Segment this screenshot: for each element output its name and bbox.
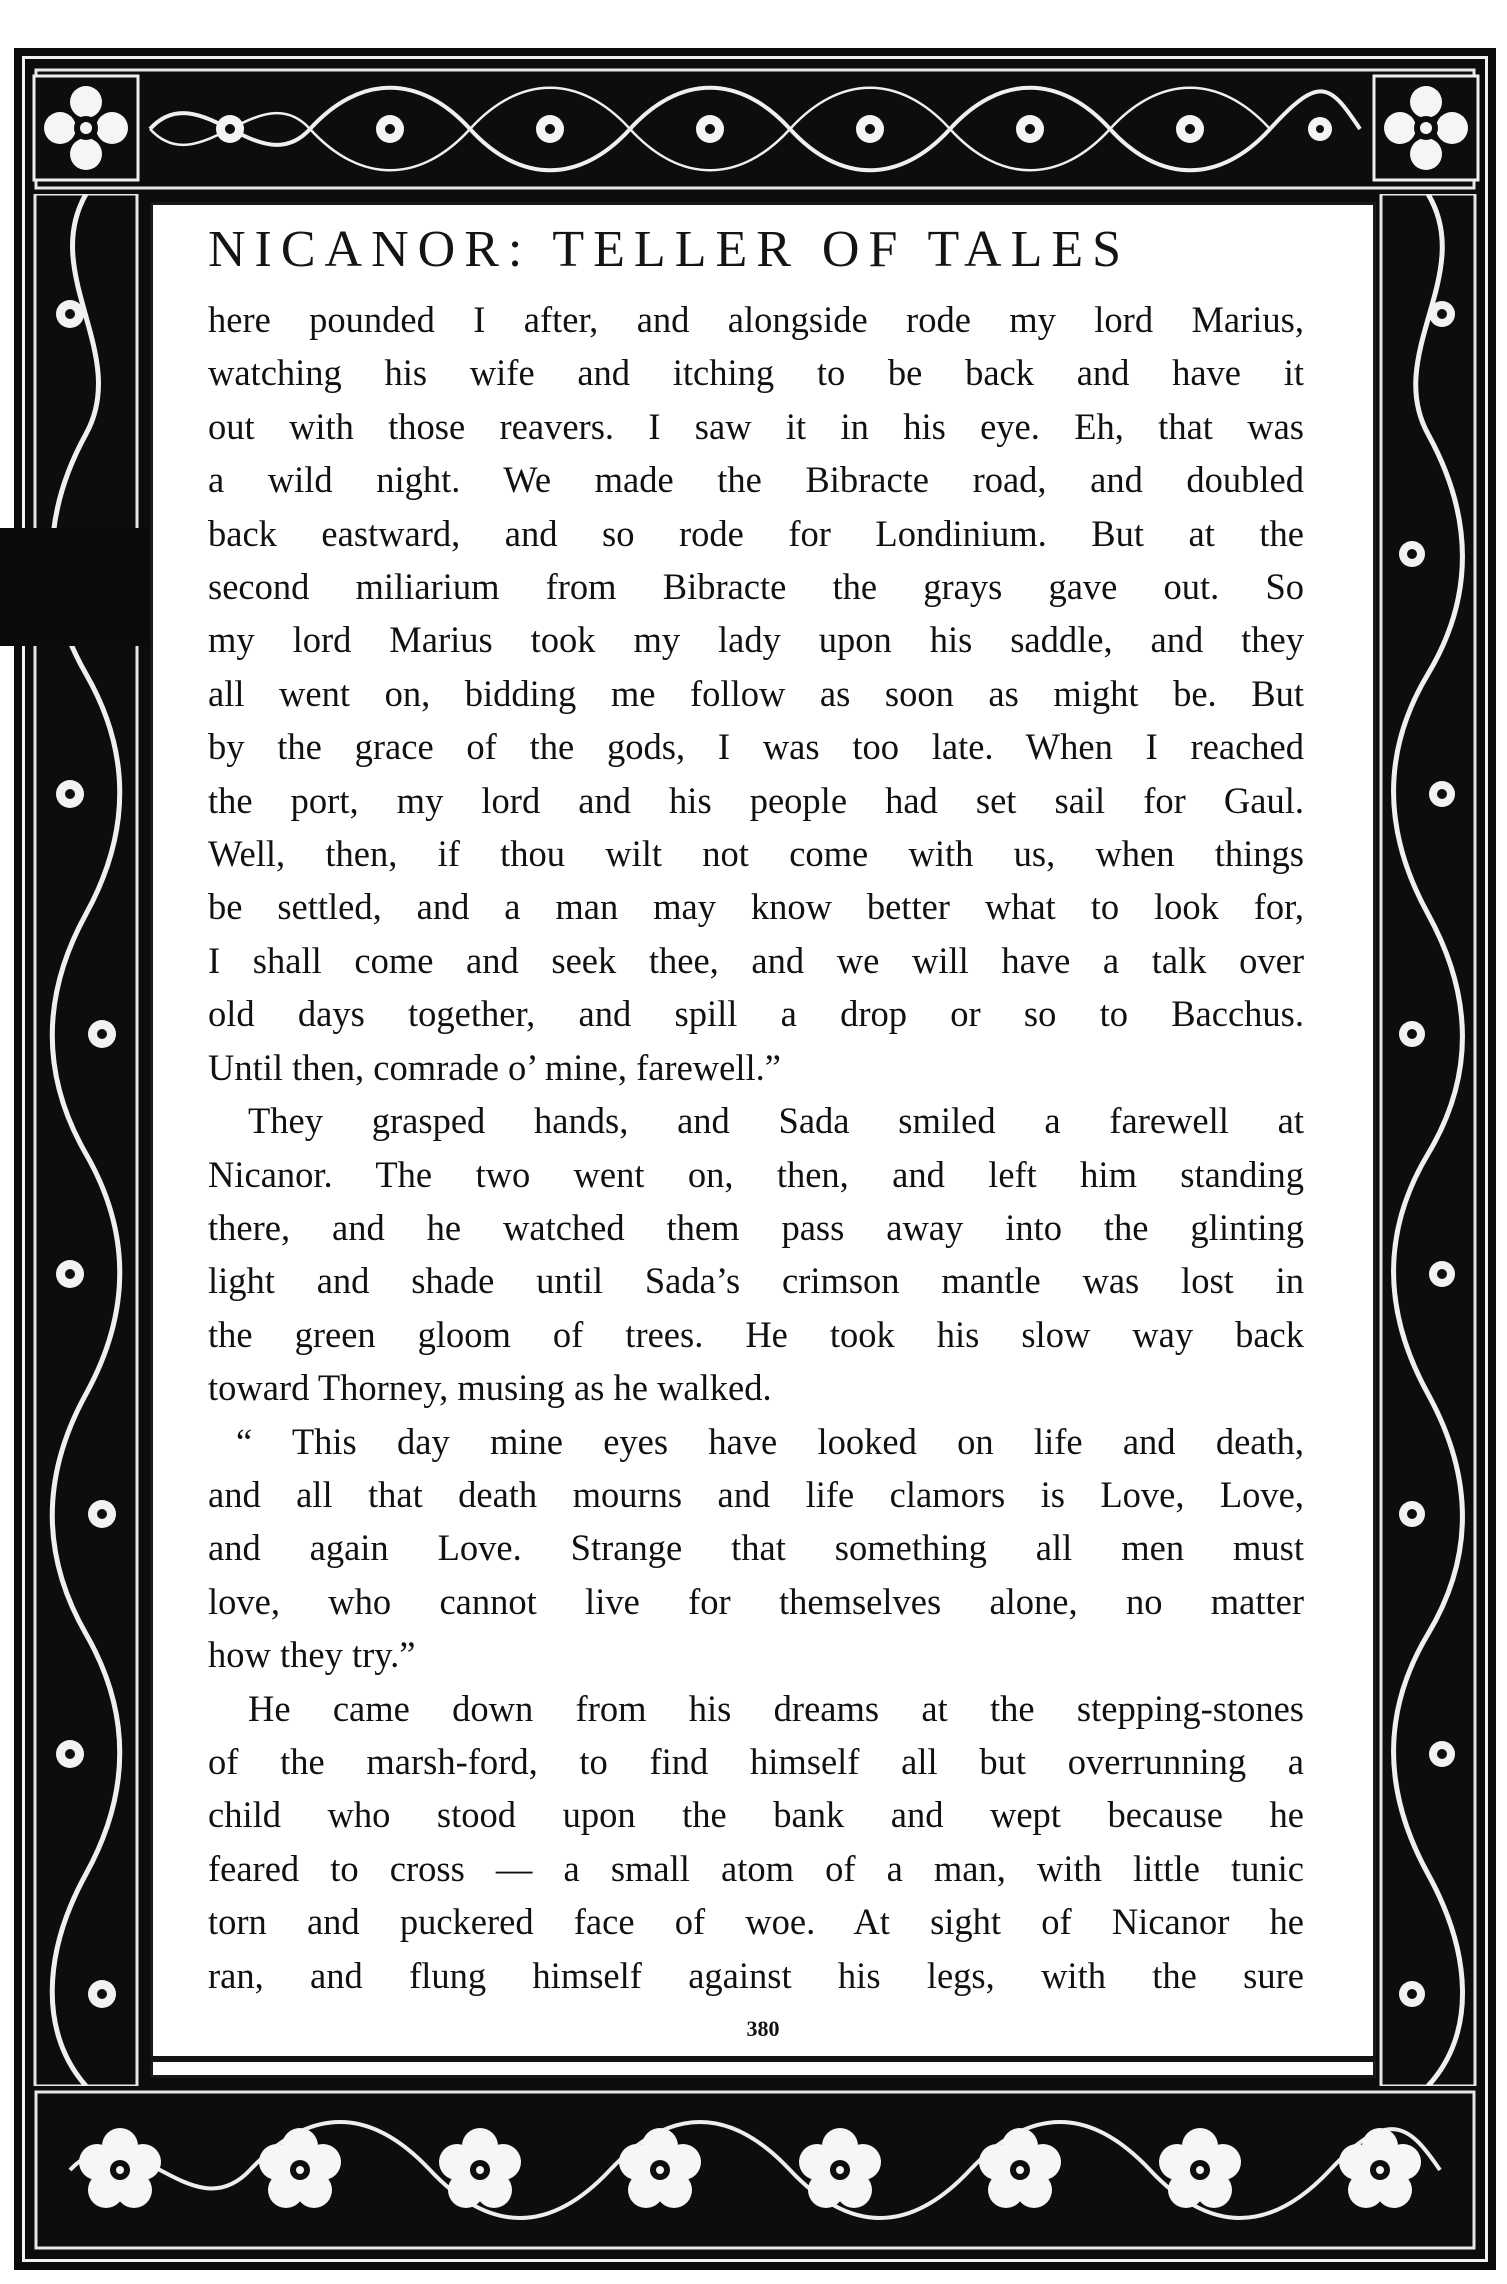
text-line: Well, then, if thou wilt not come with us, when things [208, 833, 1304, 875]
left-ornament-band [30, 194, 142, 2086]
text-line: a wild night. We made the Bibracte road, and doubled [208, 459, 1304, 501]
body-text [208, 293, 1304, 2002]
text-line: “ This day mine eyes have looked on life and death, [236, 1420, 1304, 1462]
text-line: the green gloom of trees. He took his slow way back [208, 1313, 1304, 1355]
paragraph [208, 293, 1304, 1094]
text-line: be settled, and a man may know better what to look for, [208, 886, 1304, 928]
corner-rosette-top-left [30, 72, 142, 184]
text-line: ran, and flung himself against his legs, with the sure [208, 1954, 1304, 1996]
corner-rosette-top-right [1370, 72, 1482, 184]
page-number: 380 [746, 2016, 780, 2041]
paragraph [208, 1415, 1304, 1682]
text-line: love, who cannot live for themselves alone, no matter [208, 1580, 1304, 1622]
text-line: my lord Marius took my lady upon his saddle, and they [208, 619, 1304, 661]
text-line: out with those reavers. I saw it in his eye. Eh, that was [208, 405, 1304, 447]
text-line: here pounded I after, and alongside rode my lord Marius, [208, 299, 1304, 340]
text-line: child who stood upon the bank and wept because he [208, 1794, 1304, 1836]
text-line: and all that death mourns and life clamors is Love, Love, [208, 1473, 1304, 1515]
paragraph [208, 1094, 1304, 1414]
text-line: watching his wife and itching to be back and have it [208, 352, 1304, 394]
text-line: and again Love. Strange that something all men must [208, 1527, 1304, 1569]
text-line: second miliarium from Bibracte the grays gave out. So [208, 566, 1304, 608]
text-line: feared to cross — a small atom of a man, with little tunic [208, 1847, 1304, 1889]
text-line: back eastward, and so rode for Londinium. But at the [208, 512, 1304, 554]
running-head: NICANOR: TELLER OF TALES [208, 221, 1131, 278]
text-line: by the grace of the gods, I was too late. When I reached [208, 726, 1304, 768]
binding-shadow-block [0, 528, 152, 646]
top-ornament-band [30, 64, 1480, 194]
bottom-flower-band [30, 2086, 1480, 2254]
right-ornament-band [1376, 194, 1480, 2086]
text-line: Nicanor. The two went on, then, and left him standing [208, 1153, 1304, 1195]
text-line: of the marsh-ford, to find himself all but overrunning a [208, 1740, 1304, 1782]
text-line: He came down from his dreams at the stepping-stones [248, 1687, 1304, 1729]
text-line: toward Thorney, musing as he walked. [208, 1367, 772, 1409]
text-line: I shall come and seek thee, and we will have a talk over [208, 939, 1304, 981]
text-line: how they try.” [208, 1634, 416, 1676]
panel-bottom-rule [150, 2056, 1376, 2062]
text-line: Until then, comrade o’ mine, farewell.” [208, 1046, 781, 1088]
text-line: there, and he watched them pass away into the glinting [208, 1206, 1304, 1248]
paragraph [208, 1682, 1304, 2002]
text-line: old days together, and spill a drop or so to Bacchus. [208, 993, 1304, 1035]
text-line: They grasped hands, and Sada smiled a farewell at [248, 1100, 1304, 1142]
text-line: all went on, bidding me follow as soon as might be. But [208, 672, 1304, 714]
text-line: light and shade until Sada’s crimson mantle was lost in [208, 1260, 1304, 1302]
text-line: torn and puckered face of woe. At sight of Nicanor he [208, 1901, 1304, 1943]
text-line: the port, my lord and his people had set sail for Gaul. [208, 779, 1304, 821]
